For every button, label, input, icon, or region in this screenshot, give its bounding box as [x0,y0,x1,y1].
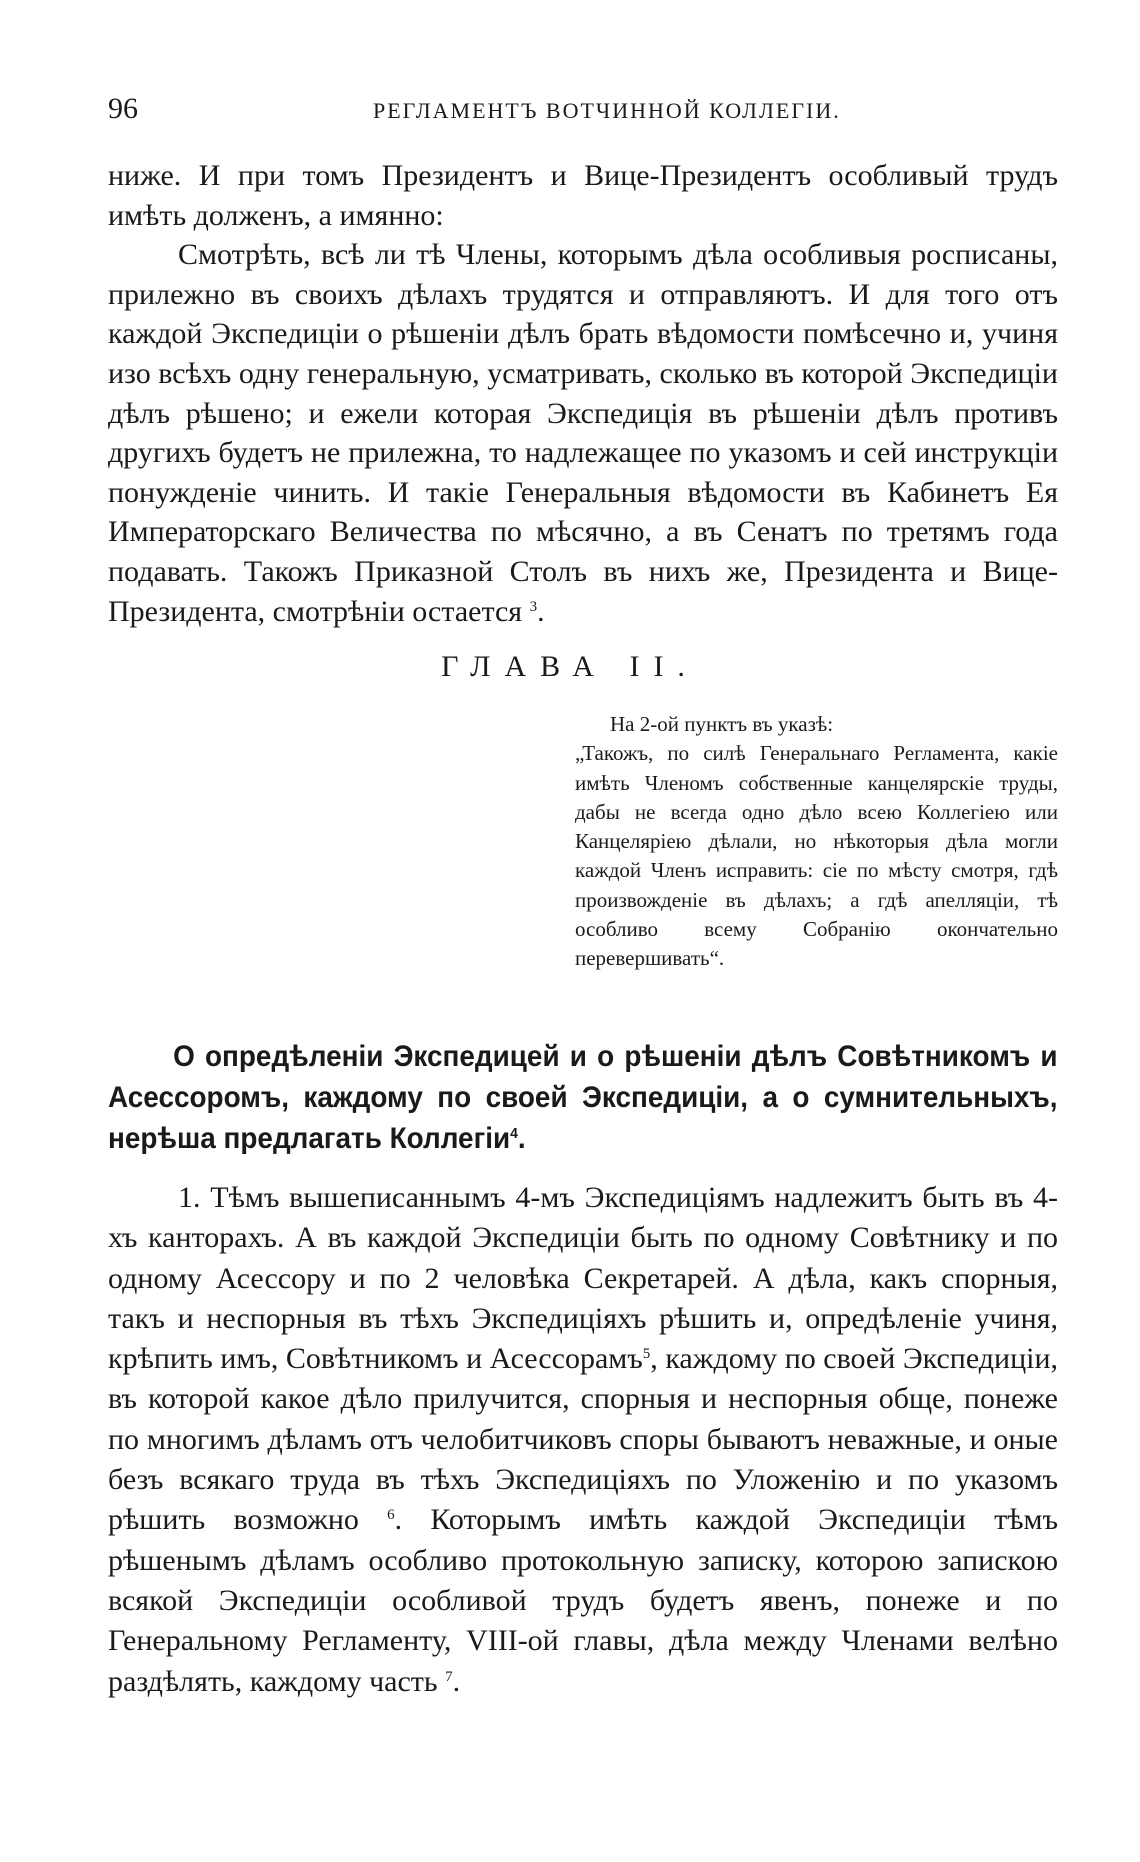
footnote-marker: 3 [529,598,538,615]
paragraph-text: Смотрѣть, всѣ ли тѣ Члены, которымъ дѣла особливыя росписаны, прилежно въ своихъ дѣлахъ трудятся и отправляютъ. И для того отъ каждой Экспедиціи о рѣшеніи дѣлъ брать вѣдомости помѣсечно и, учиня изо всѣхъ одну генеральную, усматривать, сколько въ которой Экспедиціи дѣлъ рѣшено; и ежели которая Экспедиція въ рѣшеніи дѣлъ противъ другихъ будетъ не прилежна, то надлежащее по указомъ и сей инструкціи понужденіе чинить. И такіе Генеральныя вѣдомости въ Кабинетъ Ея Императорскаго Величества по мѣсячно, а въ Сенатъ по третямъ года подавать. Такожъ Приказной Столъ въ нихъ же, Президента и Вице-Президента, смотрѣніи остается [108,238,1058,628]
side-note [575,710,1058,974]
page-number: 96 [108,92,138,125]
side-note-quote: „Такожъ, по силѣ Генеральнаго Регламента, какіе имѣть Членомъ собственные канцелярскіе труды, дабы не всегда одно дѣло всею Коллегіею или Канцеляріею дѣлали, но нѣкоторыя дѣла могли каждой Членъ исправить: сіе по мѣсту смотря, гдѣ произвожденіе въ дѣлахъ; а гдѣ апелляціи, тѣ особливо всему Собранію окончательно перевершивать“. [575,741,1058,971]
chapter-title: ГЛАВА II. [441,650,699,683]
section-heading: О опредѣленіи Экспедицей и о рѣшеніи дѣлъ Совѣтникомъ и Асессоромъ, каждому по своей Экспедиціи, а о сумнительныхъ, нерѣша предлагать Коллегіи$^4$. [108,1040,1058,1155]
article-1: 1. Тѣмъ вышеписаннымъ 4-мъ Экспедиціямъ надлежитъ быть въ 4-хъ канторахъ. А въ каждой Экспедиціи быть по одному Совѣтнику и по одному Асессору и по 2 человѣка Секретарей. А дѣла, какъ спорныя, такъ и неспорныя въ тѣхъ Экспедиціяхъ рѣшить и, опредѣленіе учиня, крѣпить имъ, Совѣтникомъ и Асессорамъ$^5$, каждому по своей Экспедиціи, въ которой какое дѣло прилучится, спорныя и неспорныя обще, понеже по многимъ дѣламъ отъ челобитчиковъ споры бываютъ неважные, и оные безъ всякаго труда въ тѣхъ Экспедиціяхъ по Уложенію и по указомъ рѣшить возможно $^6$. Которымъ имѣть каждой Экспедиціи тѣмъ рѣшенымъ дѣламъ особливо протокольную записку, которою запискою всякой Экспедиціи особливой трудъ будетъ явенъ, понеже и по Генеральному Регламенту, VIII-ой главы, дѣла между Членами велѣно раздѣлять, каждому часть $^7$. [108,1181,1059,1698]
paragraph-continuation: ниже. И при томъ Президентъ и Вице-Президентъ особливый трудъ имѣть долженъ, а имянно: [108,159,1058,232]
section-heading-text: О опредѣленіи Экспедицей и о рѣшеніи дѣлъ Совѣтникомъ и Асессоромъ, каждому по своей Экспедиціи, а о сумнительныхъ, нерѣша предлагать Коллегіи [108,1040,1058,1155]
paragraph-supervision: Смотрѣть, всѣ ли тѣ Члены, которымъ дѣла особливыя росписаны, прилежно въ своихъ дѣлахъ трудятся и отправляютъ. И для того отъ каждой Экспедиціи о рѣшеніи дѣлъ брать вѣдомости помѣсечно и, учиня изо всѣхъ одну генеральную, усматривать, сколько въ которой Экспедиціи дѣлъ рѣшено; и ежели которая Экспедиція въ рѣшеніи дѣлъ противъ другихъ будетъ не прилежна, то надлежащее по указомъ и сей инструкціи понужденіе чинить. И такіе Генеральныя вѣдомости въ Кабинетъ Ея Императорскаго Величества по мѣсячно, а въ Сенатъ по третямъ года подавать. Такожъ Приказной Столъ въ нихъ же, Президента и Вице-Президента, смотрѣніи остается $^3$. [108,238,1058,628]
footnote-marker: 6 [387,1507,395,1524]
side-note-lead: На 2-ой пунктъ въ указѣ: [610,712,834,736]
footnote-marker: 4 [510,1125,518,1142]
footnote-marker: 7 [445,1668,453,1685]
article-block [108,1178,1058,1702]
top-text-block [108,156,1058,631]
page-header [108,92,1058,132]
running-title: РЕГЛАМЕНТЪ ВОТЧИННОЙ КОЛЛЕГІИ. [373,98,841,123]
footnote-marker: 5 [642,1346,651,1363]
